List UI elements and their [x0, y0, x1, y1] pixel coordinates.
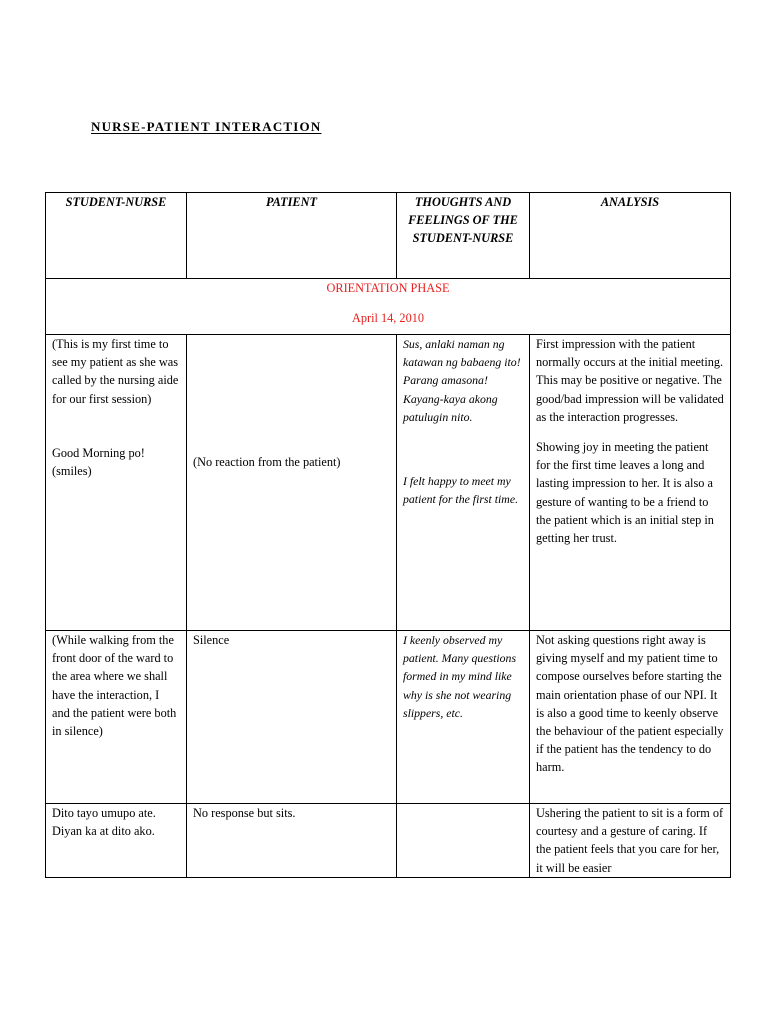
phase-cell	[46, 279, 731, 335]
thoughts-cell	[397, 804, 530, 878]
patient-text: (No reaction from the patient)	[193, 455, 341, 469]
interaction-table	[45, 192, 731, 878]
analysis-text: First impression with the patient normally occurs at the initial meeting. This may be positive or negative. The good/bad impression will be validated as the interaction progresses.	[536, 337, 724, 424]
student-nurse-text: Good Morning po! (smiles)	[52, 445, 145, 479]
thoughts-cell	[397, 335, 530, 631]
column-header-thoughts: THOUGHTS AND FEELINGS OF THE STUDENT-NURSE	[397, 193, 530, 279]
phase-name: ORIENTATION PHASE	[326, 281, 450, 295]
table-row	[46, 335, 731, 631]
analysis-cell	[530, 335, 731, 631]
column-header-patient: PATIENT	[187, 193, 397, 279]
thoughts-text: Sus, anlaki naman ng katawan ng babaeng ito! Parang amasona! Kayang-kaya akong patulugin nito.	[403, 337, 521, 424]
document-title: NURSE-PATIENT INTERACTION	[91, 119, 322, 134]
phase-row	[46, 279, 731, 335]
thoughts-text: I felt happy to meet my patient for the first time.	[403, 474, 519, 507]
table-row	[46, 804, 731, 878]
patient-cell: Silence	[187, 631, 397, 804]
patient-cell: No response but sits.	[187, 804, 397, 878]
column-header-analysis: ANALYSIS	[530, 193, 731, 279]
column-header-student-nurse: STUDENT-NURSE	[46, 193, 187, 279]
analysis-text: Showing joy in meeting the patient for the first time leaves a long and lasting impression to her. It is also a gesture of wanting to be a friend to the patient which is an initial step in getting her trust.	[536, 440, 714, 546]
student-nurse-cell: (While walking from the front door of the ward to the area where we shall have the interaction, I and the patient were both in silence)	[46, 631, 187, 804]
thoughts-cell: I keenly observed my patient. Many questions formed in my mind like why is she not wearing slippers, etc.	[397, 631, 530, 804]
analysis-cell: Ushering the patient to sit is a form of courtesy and a gesture of caring. If the patient feels that you care for her, it will be easier	[530, 804, 731, 878]
student-nurse-text: (This is my first time to see my patient as she was called by the nursing aide for our first session)	[52, 337, 179, 406]
analysis-cell: Not asking questions right away is giving myself and my patient time to compose ourselves before starting the main orientation phase of our NPI. It is also a good time to keenly observe the behaviour of the patient especially if the patient has the tendency to do harm.	[530, 631, 731, 804]
phase-date: April 14, 2010	[351, 311, 425, 326]
patient-cell	[187, 335, 397, 631]
table-row	[46, 631, 731, 804]
student-nurse-cell	[46, 335, 187, 631]
student-nurse-cell: Dito tayo umupo ate. Diyan ka at dito ako.	[46, 804, 187, 878]
table-header-row	[46, 193, 731, 279]
